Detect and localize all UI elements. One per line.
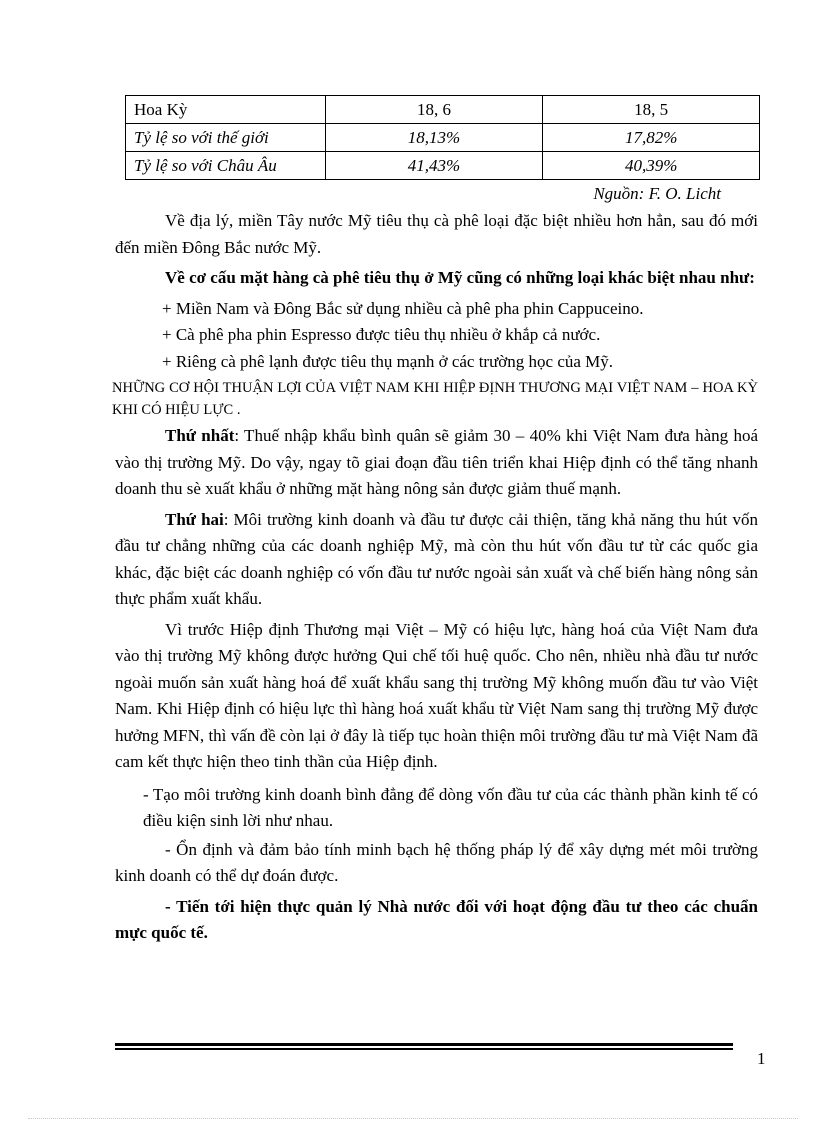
paragraph-product-structure: Về cơ cấu mặt hàng cà phê tiêu thụ ở Mỹ cũng có những loại khác biệt nhau như: [165, 268, 755, 287]
first-label: Thứ nhất [165, 426, 235, 445]
dash-item-bold: - Tiến tới hiện thực quản lý Nhà nước đối với hoạt động đầu tư theo các chuẩn mực quốc tế. [115, 896, 758, 942]
paragraph-second-opportunity [115, 507, 758, 613]
table-row [126, 124, 760, 152]
second-text: : Môi trường kinh doanh và đầu tư được cải thiện, tăng khả năng thu hút vốn đầu tư chẳng những của các doanh nghiệp Mỹ, mà còn thu hút vốn đầu tư từ các quốc gia khác, đặc biệt các doanh nghiệp có vốn đầu tư nước ngoài sản xuất và chế biến hàng nông sản thực phẩm xuất khẩu. [115, 509, 758, 608]
table-cell: Hoa Kỳ [126, 96, 326, 124]
dash-item: - Tạo môi trường kinh doanh bình đẳng để dòng vốn đầu tư của các thành phần kinh tế có điều kiện sinh lời như nhau. [143, 784, 758, 830]
list-item: + Riêng cà phê lạnh được tiêu thụ mạnh ở các trường học của Mỹ. [162, 351, 614, 371]
page-number: 1 [757, 1049, 766, 1068]
coffee-consumption-table [125, 95, 760, 180]
body-text [112, 208, 758, 951]
paragraph-first-opportunity [115, 423, 758, 503]
page-edge [28, 1118, 798, 1119]
paragraph-agreement-context: Vì trước Hiệp định Thương mại Việt – Mỹ có hiệu lực, hàng hoá của Việt Nam đưa vào thị trường Mỹ không được hưởng Qui chế tối huệ quốc. Cho nên, nhiều nhà đầu tư nước ngoài muốn sản xuất hàng hoá để xuất khẩu sang thị trường Mỹ không muốn đầu tư vào Việt Nam. Khi Hiệp định có hiệu lực thì hàng hoá xuất khẩu từ Việt Nam sang thị trường Mỹ được hưởng MFN, thì vấn đề còn lại ở đây là tiếp tục hoàn thiện môi trường đầu tư mà Việt Nam đã cam kết thực hiện theo tinh thần của Hiệp định. [115, 619, 758, 771]
dash-item: - Ổn định và đảm bảo tính minh bạch hệ thống pháp lý để xây dựng mét môi trường kinh doanh có thể dự đoán được. [115, 839, 758, 885]
table-cell: 18, 6 [325, 96, 543, 124]
table-cell: Tỷ lệ so với Châu Âu [126, 152, 326, 180]
table-cell: 40,39% [543, 152, 760, 180]
table-cell: 18,13% [325, 124, 543, 152]
table-cell: 41,43% [325, 152, 543, 180]
list-item: + Cà phê pha phin Espresso được tiêu thụ nhiều ở khắp cả nước. [162, 325, 601, 344]
first-text: : Thuế nhập khẩu bình quân sẽ giảm 30 – 40% khi Việt Nam đưa hàng hoá vào thị trường Mỹ. Do vậy, ngay tõ giai đoạn đầu tiên triển khai Hiệp định có thể tăng nhanh doanh thu sè xuất khẩu ở những mặt hàng nông sản được giảm thuế mạnh. [115, 426, 758, 498]
second-label: Thứ hai [165, 509, 224, 529]
table-cell: 17,82% [543, 124, 760, 152]
table-cell: Tỷ lệ so với thế giới [126, 124, 326, 152]
list-item: + Miền Nam và Đông Bắc sử dụng nhiều cà phê pha phin Cappuceino. [162, 298, 644, 318]
paragraph-geography: Về địa lý, miền Tây nước Mỹ tiêu thụ cà phê loại đặc biệt nhiều hơn hẳn, sau đó mới đến miền Đông Bắc nước Mỹ. [115, 211, 758, 257]
footer-rule [115, 1043, 733, 1051]
table-cell: 18, 5 [543, 96, 760, 124]
table-row [126, 96, 760, 124]
table-row [126, 152, 760, 180]
table-source-note: Nguồn: F. O. Licht [593, 184, 721, 203]
section-heading: NHỮNG CƠ HỘI THUẬN LỢI CỦA VIỆT NAM KHI HIỆP ĐỊNH THƯƠNG MẠI VIỆT NAM – HOA KỲ KHI CÓ HIỆU LỰC . [112, 380, 758, 418]
